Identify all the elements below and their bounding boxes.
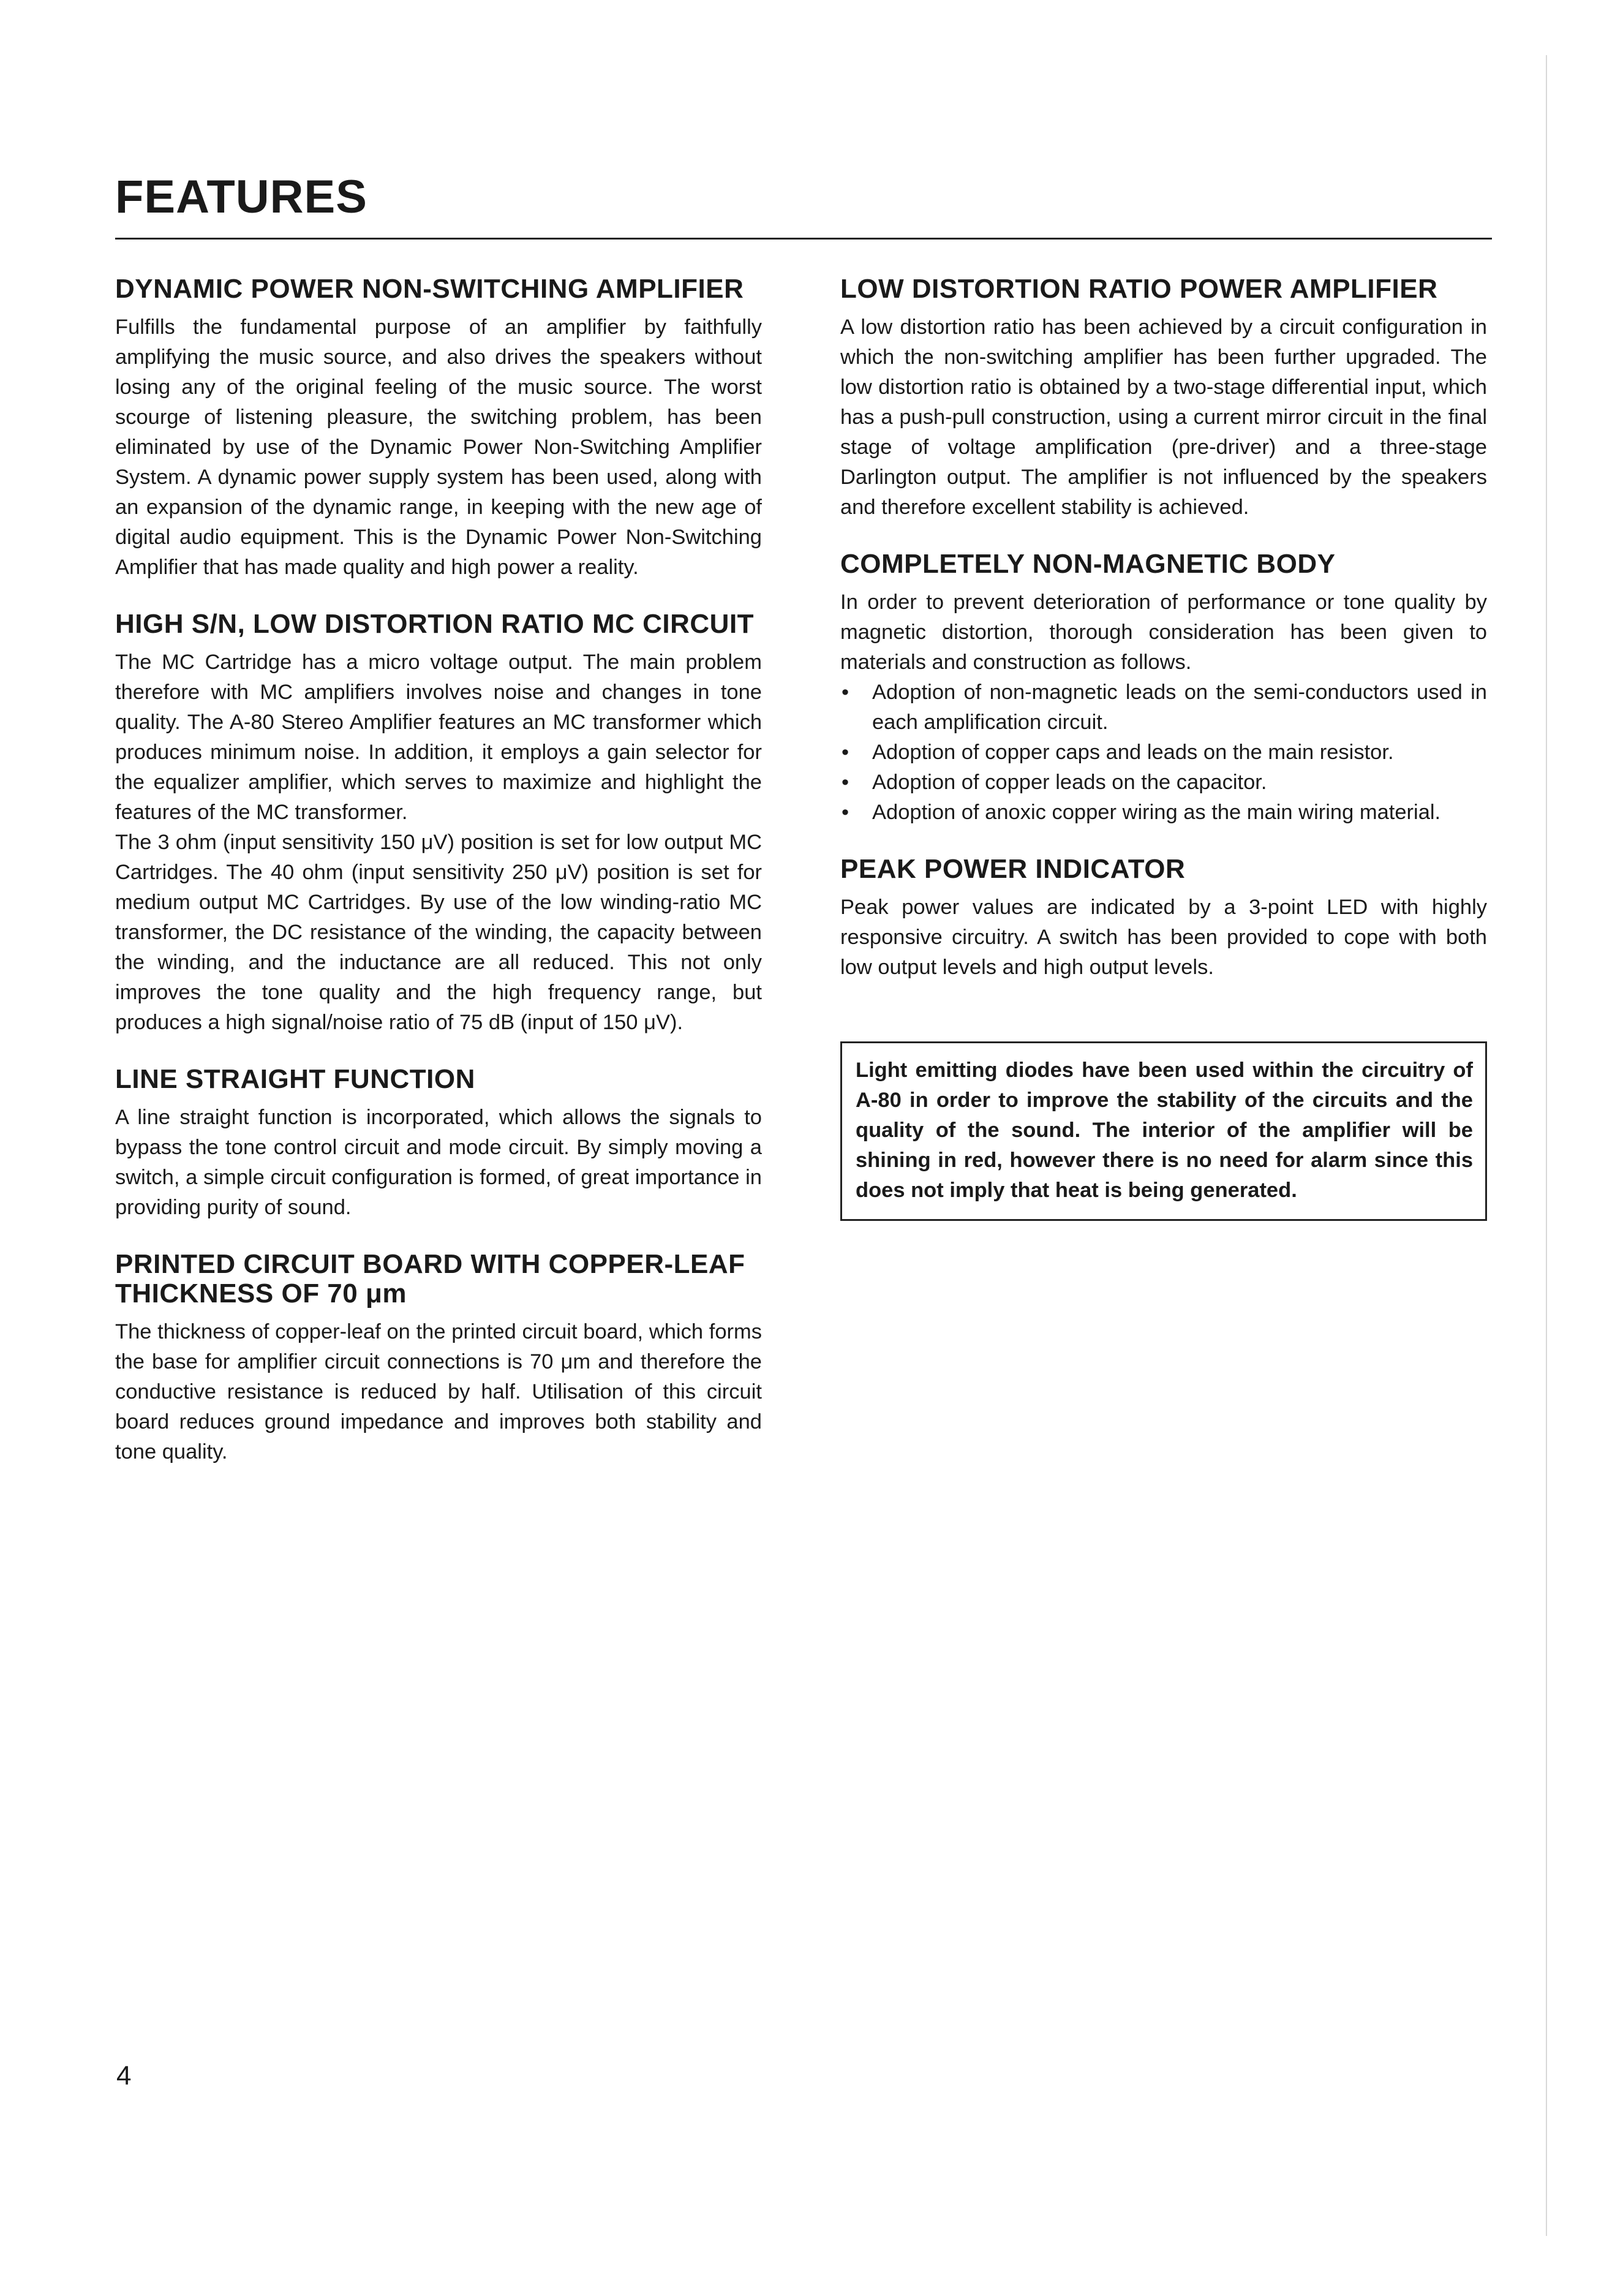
section-pcb-copper	[115, 1250, 762, 1467]
section-paragraph: Peak power values are indicated by a 3-point LED with highly responsive circuitry. A switch has been provided to cope with both low output levels and high output levels.	[840, 896, 1487, 979]
section-low-distortion	[840, 274, 1487, 523]
section-line-straight	[115, 1065, 762, 1223]
section-paragraph: A line straight function is incorporated, which allows the signals to bypass the tone control circuit and mode circuit. By simply moving a switch, a simple circuit configuration is formed, of great importance in providing purity of sound.	[115, 1106, 762, 1219]
list-item-text: Adoption of copper caps and leads on the main resistor.	[872, 741, 1394, 764]
section-paragraph: In order to prevent deterioration of performance or tone quality by magnetic distortion, thorough consideration has been given to materials and construction as follows.	[840, 591, 1487, 674]
bullet-icon: •	[842, 681, 849, 704]
right-column	[840, 274, 1487, 1221]
section-heading: LINE STRAIGHT FUNCTION	[115, 1064, 475, 1094]
section-paragraph: The MC Cartridge has a micro voltage output. The main problem therefore with MC amplifiers involves noise and changes in tone quality. The A-80 Stereo Amplifier features an MC transformer which produces minimum noise. In addition, it employs a gain selector for the equalizer amplifier, which serves to maximize and highlight the features of the MC transformer.	[115, 651, 762, 824]
section-non-magnetic	[840, 549, 1487, 828]
section-paragraph: Fulfills the fundamental purpose of an amplifier by faithfully amplifying the music source, and also drives the speakers without losing any of the original feeling of the music source. The worst scourge of listening pleasure, the switching problem, has been eliminated by use of the Dynamic Power Non-Switching Amplifier System. A dynamic power supply system has been used, along with an expansion of the dynamic range, in keeping with the new age of digital audio equipment. This is the Dynamic Power Non-Switching Amplifier that has made quality and high power a reality.	[115, 315, 762, 579]
list-item-text: Adoption of copper leads on the capacitor.	[872, 771, 1267, 794]
section-paragraph: A low distortion ratio has been achieved by a circuit configuration in which the non-switching amplifier has been further upgraded. The low distortion ratio is obtained by a two-stage differential input, which has a push-pull construction, using a current mirror circuit in the final stage of voltage amplification (pre-driver) and a three-stage Darlington output. The amplifier is not influenced by the speakers and therefore excellent stability is achieved.	[840, 315, 1487, 519]
left-column	[115, 274, 762, 1494]
section-heading: HIGH S/N, LOW DISTORTION RATIO MC CIRCUIT	[115, 609, 755, 639]
section-heading: COMPLETELY NON-MAGNETIC BODY	[840, 549, 1336, 579]
page-number: 4	[116, 2061, 132, 2091]
notice-text: Light emitting diodes have been used within the circuitry of A-80 in order to improve the stability of the circuits and the quality of the sound. The interior of the amplifier will be shining in red, however there is no need for alarm since this does not imply that heat is being generated.	[856, 1059, 1473, 1202]
page-title: FEATURES	[115, 171, 367, 223]
section-heading: PRINTED CIRCUIT BOARD WITH COPPER-LEAF THICKNESS OF 70 μm	[115, 1249, 745, 1308]
section-heading: PEAK POWER INDICATOR	[840, 854, 1186, 884]
list-item	[840, 738, 1487, 768]
bullet-icon: •	[842, 801, 849, 824]
list-item	[840, 798, 1487, 828]
section-paragraph: The thickness of copper-leaf on the printed circuit board, which forms the base for amplifier circuit connections is 70 μm and therefore the conductive resistance is reduced by half. Utilisation of this circuit board reduces ground impedance and improves both stability and tone quality.	[115, 1320, 762, 1463]
bullet-icon: •	[842, 771, 849, 794]
section-heading: DYNAMIC POWER NON-SWITCHING AMPLIFIER	[115, 274, 744, 304]
title-divider	[115, 238, 1492, 240]
binding-edge-line	[1546, 55, 1547, 2236]
bullet-icon: •	[842, 741, 849, 764]
led-notice-box	[840, 1041, 1487, 1221]
section-peak-power	[840, 855, 1487, 983]
section-mc-circuit	[115, 610, 762, 1038]
section-paragraph: The 3 ohm (input sensitivity 150 μV) position is set for low output MC Cartridges. The 40 ohm (input sensitivity 250 μV) position is set for medium output MC Cartridges. By use of the low winding-ratio MC transformer, the DC resistance of the winding, the capacity between the winding, and the inductance are all reduced. This not only improves the tone quality and the high frequency range, but produces a high signal/noise ratio of 75 dB (input of 150 μV).	[115, 831, 762, 1034]
list-item-text: Adoption of non-magnetic leads on the semi-conductors used in each amplification circuit.	[872, 681, 1487, 734]
section-heading: LOW DISTORTION RATIO POWER AMPLIFIER	[840, 274, 1438, 304]
bullet-list	[840, 678, 1487, 828]
list-item-text: Adoption of anoxic copper wiring as the main wiring material.	[872, 801, 1441, 824]
list-item	[840, 678, 1487, 738]
section-dynamic-power	[115, 274, 762, 583]
list-item	[840, 768, 1487, 798]
